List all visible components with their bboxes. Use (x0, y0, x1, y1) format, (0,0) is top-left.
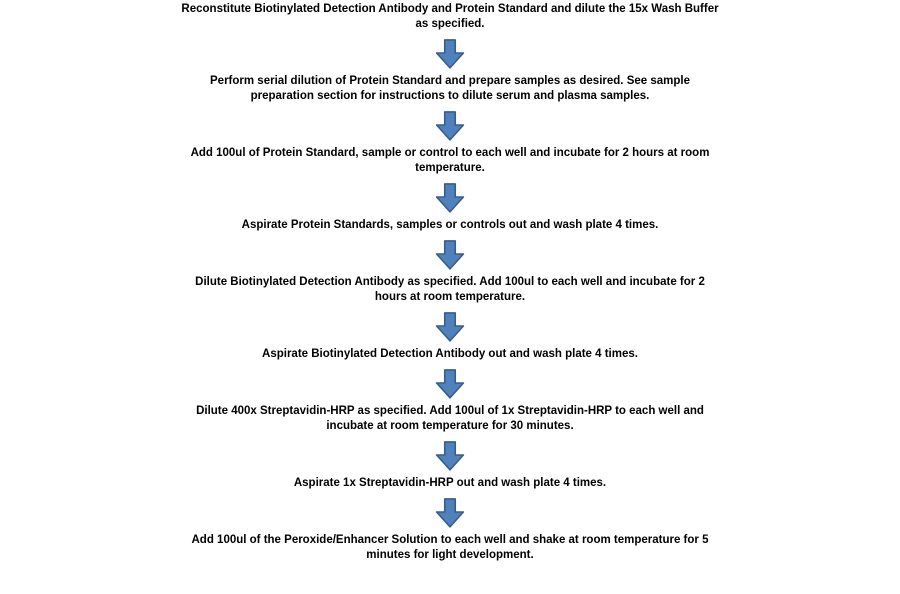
step-text-line: Perform serial dilution of Protein Standard and prepare samples as desired. See sample (210, 75, 690, 87)
flow-step (130, 2, 770, 32)
step-text-line: Reconstitute Biotinylated Detection Antibody and Protein Standard and dilute the 15x Wash Buffer (181, 3, 719, 15)
step-text (210, 74, 690, 104)
step-text-line: minutes for light development. (366, 549, 534, 561)
flow-step (130, 218, 770, 233)
step-text (181, 2, 718, 32)
step-text (191, 146, 710, 176)
down-arrow-icon (435, 183, 465, 213)
down-arrow-icon (435, 39, 465, 69)
step-text-line: Dilute 400x Streptavidin-HRP as specified. Add 100ul of 1x Streptavidin-HRP to each well and (196, 405, 704, 417)
step-text (195, 275, 705, 305)
step-text-line: preparation section for instructions to dilute serum and plasma samples. (250, 90, 650, 102)
step-text-line: as specified. (415, 18, 485, 30)
step-text-line: Add 100ul of the Peroxide/Enhancer Solution to each well and shake at room temperature for 5 (191, 534, 709, 546)
step-text (294, 476, 606, 491)
step-text-line: Aspirate 1x Streptavidin-HRP out and wash plate 4 times. (293, 477, 607, 489)
step-text-line: Dilute Biotinylated Detection Antibody as specified. Add 100ul to each well and incubate for 2 (195, 276, 705, 288)
down-arrow-icon (435, 369, 465, 399)
step-text (262, 347, 638, 362)
step-text-line: incubate at room temperature for 30 minutes. (326, 420, 574, 432)
flow-step (130, 476, 770, 491)
down-arrow-icon (435, 441, 465, 471)
step-text-line: temperature. (415, 162, 485, 174)
flow-step (130, 146, 770, 176)
flow-step (130, 275, 770, 305)
step-text (242, 218, 659, 233)
flow-step (130, 533, 770, 563)
step-text-line: hours at room temperature. (374, 291, 526, 303)
step-text-line: Aspirate Biotinylated Detection Antibody out and wash plate 4 times. (262, 348, 638, 360)
flow-step (130, 74, 770, 104)
down-arrow-icon (435, 240, 465, 270)
down-arrow-icon (435, 111, 465, 141)
flow-step (130, 347, 770, 362)
down-arrow-icon (435, 498, 465, 528)
step-text-line: Add 100ul of Protein Standard, sample or control to each well and incubate for 2 hours at room (190, 147, 710, 159)
step-text-line: Aspirate Protein Standards, samples or controls out and wash plate 4 times. (241, 219, 659, 231)
step-text (192, 533, 709, 563)
down-arrow-icon (435, 312, 465, 342)
flow-step (130, 404, 770, 434)
step-text (196, 404, 704, 434)
